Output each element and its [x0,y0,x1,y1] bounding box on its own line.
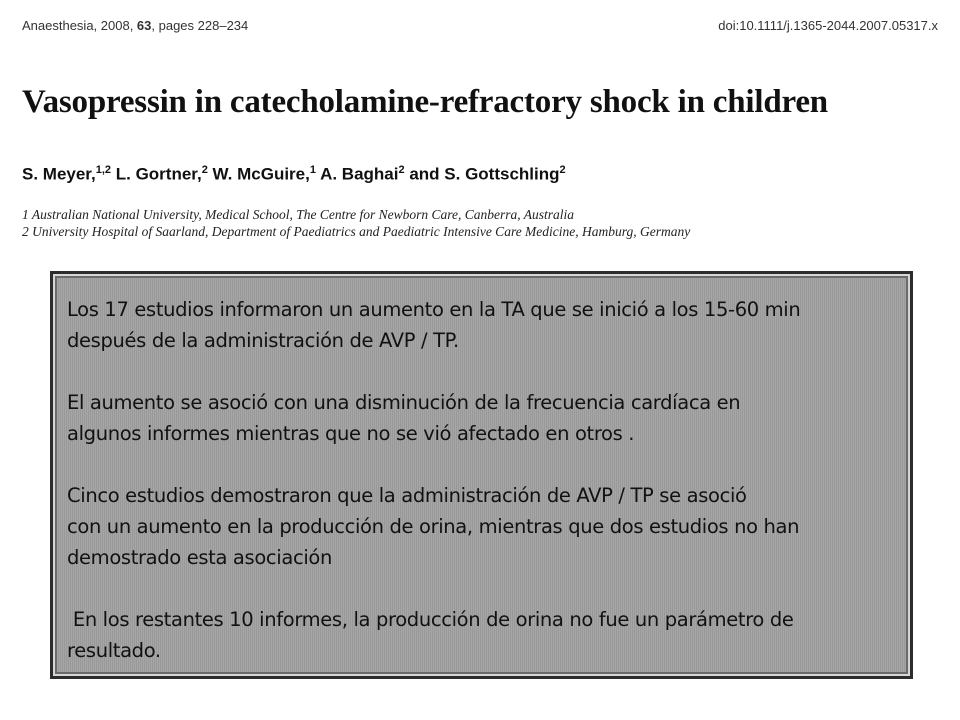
affiliation-list [22,206,690,240]
author-affiliation-marker: 2 [559,164,566,176]
summary-text [67,294,907,666]
summary-line: resultado. [67,639,161,662]
paragraph-gap [67,573,907,604]
summary-line: con un aumento en la producción de orina, mientras que dos estudios no han [67,515,800,538]
journal-prefix: Anaesthesia, 2008, [22,18,137,33]
summary-line: Cinco estudios demostraron que la administración de AVP / TP se asoció [67,484,747,507]
summary-line: demostrado esta asociación [67,546,332,569]
summary-line: algunos informes mientras que no se vió afectado en otros . [67,422,635,445]
summary-line: Los 17 estudios informaron un aumento en la TA que se inició a los 15-60 min [67,298,801,321]
journal-pages: , pages 228–234 [151,18,249,33]
paragraph-gap [67,356,907,387]
author-affiliation-marker: 2 [201,164,208,176]
author-name: S. Meyer, [22,164,96,184]
summary-line: El aumento se asoció con una disminución de la frecuencia cardíaca en [67,391,741,414]
author-affiliation-marker: 1,2 [95,164,112,176]
article-title: Vasopressin in catecholamine-refractory shock in children [22,84,828,120]
journal-doi: doi:10.1111/j.1365-2044.2007.05317.x [718,18,938,33]
author-name: A. Baghai [315,164,399,184]
author-affiliation-marker: 2 [398,164,405,176]
journal-header [22,18,938,38]
journal-volume: 63 [136,18,152,33]
summary-line: después de la administración de AVP / TP. [67,329,459,352]
paragraph-gap [67,449,907,480]
journal-citation [22,18,248,33]
author-name: W. McGuire, [207,164,310,184]
author-list [22,164,566,185]
author-affiliation-marker: 1 [309,164,316,176]
affiliation-item: 1 Australian National University, Medical School, The Centre for Newborn Care, Canberra, Australia [22,207,574,222]
affiliation-item: 2 University Hospital of Saarland, Department of Paediatrics and Paediatric Intensive Care Medicine, Hamburg, Germany [22,224,691,239]
author-name: and S. Gottschling [404,164,560,184]
summary-line: En los restantes 10 informes, la producción de orina no fue un parámetro de [67,608,794,631]
summary-box [50,271,913,679]
author-name: L. Gortner, [111,164,202,184]
